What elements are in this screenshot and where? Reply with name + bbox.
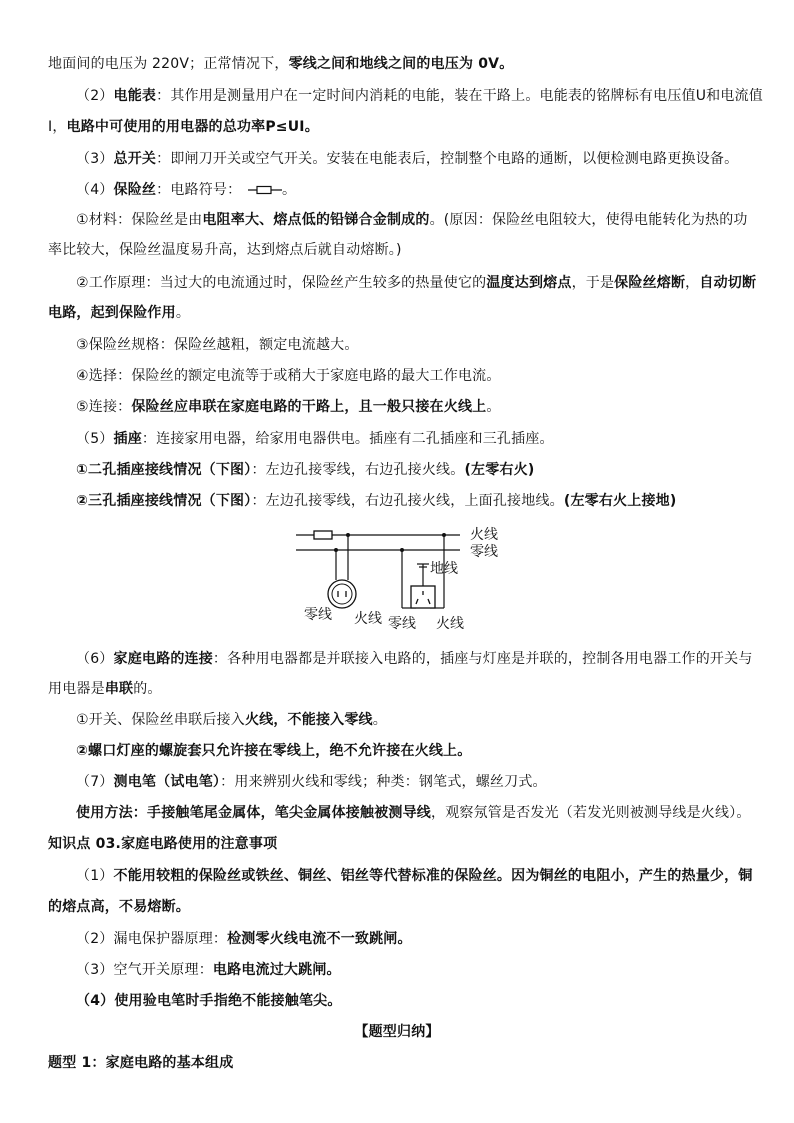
text-run: （1） — [76, 868, 114, 884]
text-run: 知识点 03.家庭电路使用的注意事项 — [48, 836, 278, 852]
ground-wire-label: 地线 — [430, 561, 458, 577]
text-line — [76, 460, 534, 480]
text-run: ②三孔插座接线情况（下图） — [76, 493, 252, 509]
text-run: （3） — [76, 151, 114, 167]
text-line — [76, 335, 359, 355]
text-line — [76, 149, 738, 169]
node-dot — [346, 533, 350, 537]
text-line — [48, 117, 319, 137]
text-run: ，观察氖管是否发光（若发光则被测导线是火线）。 — [431, 805, 751, 821]
text-run: ④选择：保险丝的额定电流等于或稍大于家庭电路的最大工作电流。 — [76, 368, 501, 384]
section-heading — [0, 1022, 794, 1042]
text-line — [48, 834, 277, 854]
text-run: （5） — [76, 431, 114, 447]
text-run: 。 — [486, 399, 501, 415]
text-run: 率比较大，保险丝温度易升高，达到熔点后就自动熔断。) — [48, 242, 402, 258]
text-run: （6） — [76, 651, 114, 667]
text-line — [48, 1053, 233, 1073]
text-run: 家庭电路的连接 — [113, 651, 213, 667]
text-line — [76, 491, 676, 511]
text-line — [76, 366, 501, 386]
text-line — [76, 710, 387, 730]
three-hole-socket-icon — [411, 586, 435, 608]
text-run: 火线，不能接入零线 — [244, 712, 373, 728]
text-run: 电路中可使用的用电器的总功率P≤UI。 — [66, 119, 319, 135]
text-line — [76, 960, 341, 980]
text-line — [48, 54, 513, 74]
text-run: （4） — [76, 182, 114, 198]
text-run: （2）漏电保护器原理： — [76, 931, 228, 947]
three-hole-neutral-label: 零线 — [388, 616, 416, 632]
text-run: 用电器是 — [48, 681, 105, 697]
text-run: (左零右火) — [464, 462, 535, 478]
text-run: 题型 1：家庭电路的基本组成 — [48, 1055, 234, 1071]
text-run: 的。 — [133, 681, 162, 697]
text-line — [76, 991, 342, 1011]
text-run: 。 — [372, 712, 387, 728]
text-line — [76, 649, 753, 669]
neutral-wire-label: 零线 — [470, 544, 498, 560]
text-run: ：连接家用电器，给家用电器供电。插座有二孔插座和三孔插座。 — [141, 431, 554, 447]
text-line — [76, 429, 554, 449]
two-hole-live-label: 火线 — [354, 611, 382, 627]
text-run: 地面间的电压为 220V；正常情况下， — [48, 56, 289, 72]
line-content — [76, 182, 241, 198]
text-run: ：用来辨别火线和零线；种类：钢笔式，螺丝刀式。 — [220, 774, 547, 790]
text-run: （3）空气开关原理： — [76, 962, 213, 978]
text-run: 保险丝熔断 — [614, 275, 686, 291]
text-run: ⑤连接： — [76, 399, 132, 415]
text-run: （4）使用验电笔时手指绝不能接触笔尖。 — [76, 993, 342, 1009]
text-run: 电路电流过大跳闸。 — [212, 962, 341, 978]
text-line — [48, 679, 162, 699]
text-line — [48, 897, 190, 917]
text-line — [76, 772, 547, 792]
text-run: 保险丝 — [113, 182, 157, 198]
text-run: ，于是 — [571, 275, 615, 291]
text-line — [76, 803, 751, 823]
text-run: （7） — [76, 774, 114, 790]
text-run: 。(原因：保险丝电阻较大，使得电能转化为热的功 — [429, 212, 748, 228]
text-run: ：各种用电器都是并联接入电路的，插座与灯座是并联的，控制各用电器工作的开关与 — [212, 651, 753, 667]
live-wire-label: 火线 — [470, 527, 498, 543]
text-run: 电能表 — [113, 88, 157, 104]
text-line — [48, 303, 190, 323]
text-run: （2） — [76, 88, 114, 104]
text-run: ②螺口灯座的螺旋套只允许接在零线上，绝不允许接在火线上。 — [76, 743, 472, 759]
node-dot — [400, 548, 404, 552]
text-run: 。 — [175, 305, 191, 321]
two-hole-neutral-label: 零线 — [304, 607, 332, 623]
fuse-symbol-icon — [248, 183, 282, 197]
two-hole-socket-icon — [328, 580, 356, 608]
text-run: 检测零火线电流不一致跳闸。 — [227, 931, 412, 947]
text-run: 串联 — [104, 681, 134, 697]
text-run: 温度达到熔点 — [486, 275, 572, 291]
fuse-icon — [314, 531, 332, 539]
text-run: ：左边孔接零线，右边孔接火线。 — [251, 462, 465, 478]
text-run: 的熔点高，不易熔断。 — [48, 899, 190, 915]
text-run: ①二孔插座接线情况（下图） — [76, 462, 252, 478]
text-run: 零线之间和地线之间的电压为 0V。 — [288, 56, 514, 72]
text-run: ②工作原理：当过大的电流通过时，保险丝产生较多的热量使它的 — [76, 275, 487, 291]
text-line — [76, 86, 763, 106]
text-run: 保险丝应串联在家庭电路的干路上，且一般只接在火线上 — [131, 399, 487, 415]
node-dot — [334, 548, 338, 552]
text-line — [48, 240, 402, 260]
text-run: 【题型归纳】 — [354, 1024, 440, 1040]
text-line — [76, 180, 296, 200]
text-run: ①开关、保险丝串联后接入 — [76, 712, 245, 728]
text-run: ：电路符号： — [156, 182, 242, 198]
text-run: ③保险丝规格：保险丝越粗，额定电流越大。 — [76, 337, 359, 353]
text-run: ：其作用是测量用户在一定时间内消耗的电能，装在干路上。电能表的铭牌标有电压值U和电流值 — [156, 88, 763, 104]
text-run: 不能用较粗的保险丝或铁丝、铜丝、铝丝等代替标准的保险丝。因为铜丝的电阻小，产生的热量少，铜 — [113, 868, 753, 884]
text-run: ， — [685, 275, 700, 291]
text-line — [76, 741, 471, 761]
text-run: 手接触笔尾金属体，笔尖金属体接触被测导线 — [147, 805, 431, 821]
text-run: (左零右火上接地) — [563, 493, 677, 509]
text-run: 测电笔（试电笔） — [113, 774, 221, 790]
text-run: 自动切断 — [699, 275, 757, 291]
text-line — [76, 397, 501, 417]
text-line — [76, 273, 756, 293]
text-run: 总开关 — [113, 151, 157, 167]
period-after-fuse: 。 — [281, 182, 297, 198]
text-run: 使用方法： — [76, 805, 147, 821]
text-run: 电路，起到保险作用 — [48, 305, 176, 321]
text-run: ：即闸刀开关或空气开关。安装在电能表后，控制整个电路的通断，以便检测电路更换设备。 — [156, 151, 739, 167]
node-dot — [442, 533, 446, 537]
text-line — [76, 210, 748, 230]
text-run: ①材料：保险丝是由 — [76, 212, 203, 228]
text-line — [76, 866, 753, 886]
text-run: 插座 — [113, 431, 142, 447]
text-run: ：左边孔接零线，右边孔接火线，上面孔接地线。 — [251, 493, 564, 509]
socket-wiring-diagram — [290, 520, 510, 636]
text-run: 电阻率大、熔点低的铅锑合金制成的 — [202, 212, 430, 228]
text-line — [76, 929, 412, 949]
three-hole-live-label: 火线 — [436, 616, 464, 632]
text-run: I， — [48, 119, 67, 135]
